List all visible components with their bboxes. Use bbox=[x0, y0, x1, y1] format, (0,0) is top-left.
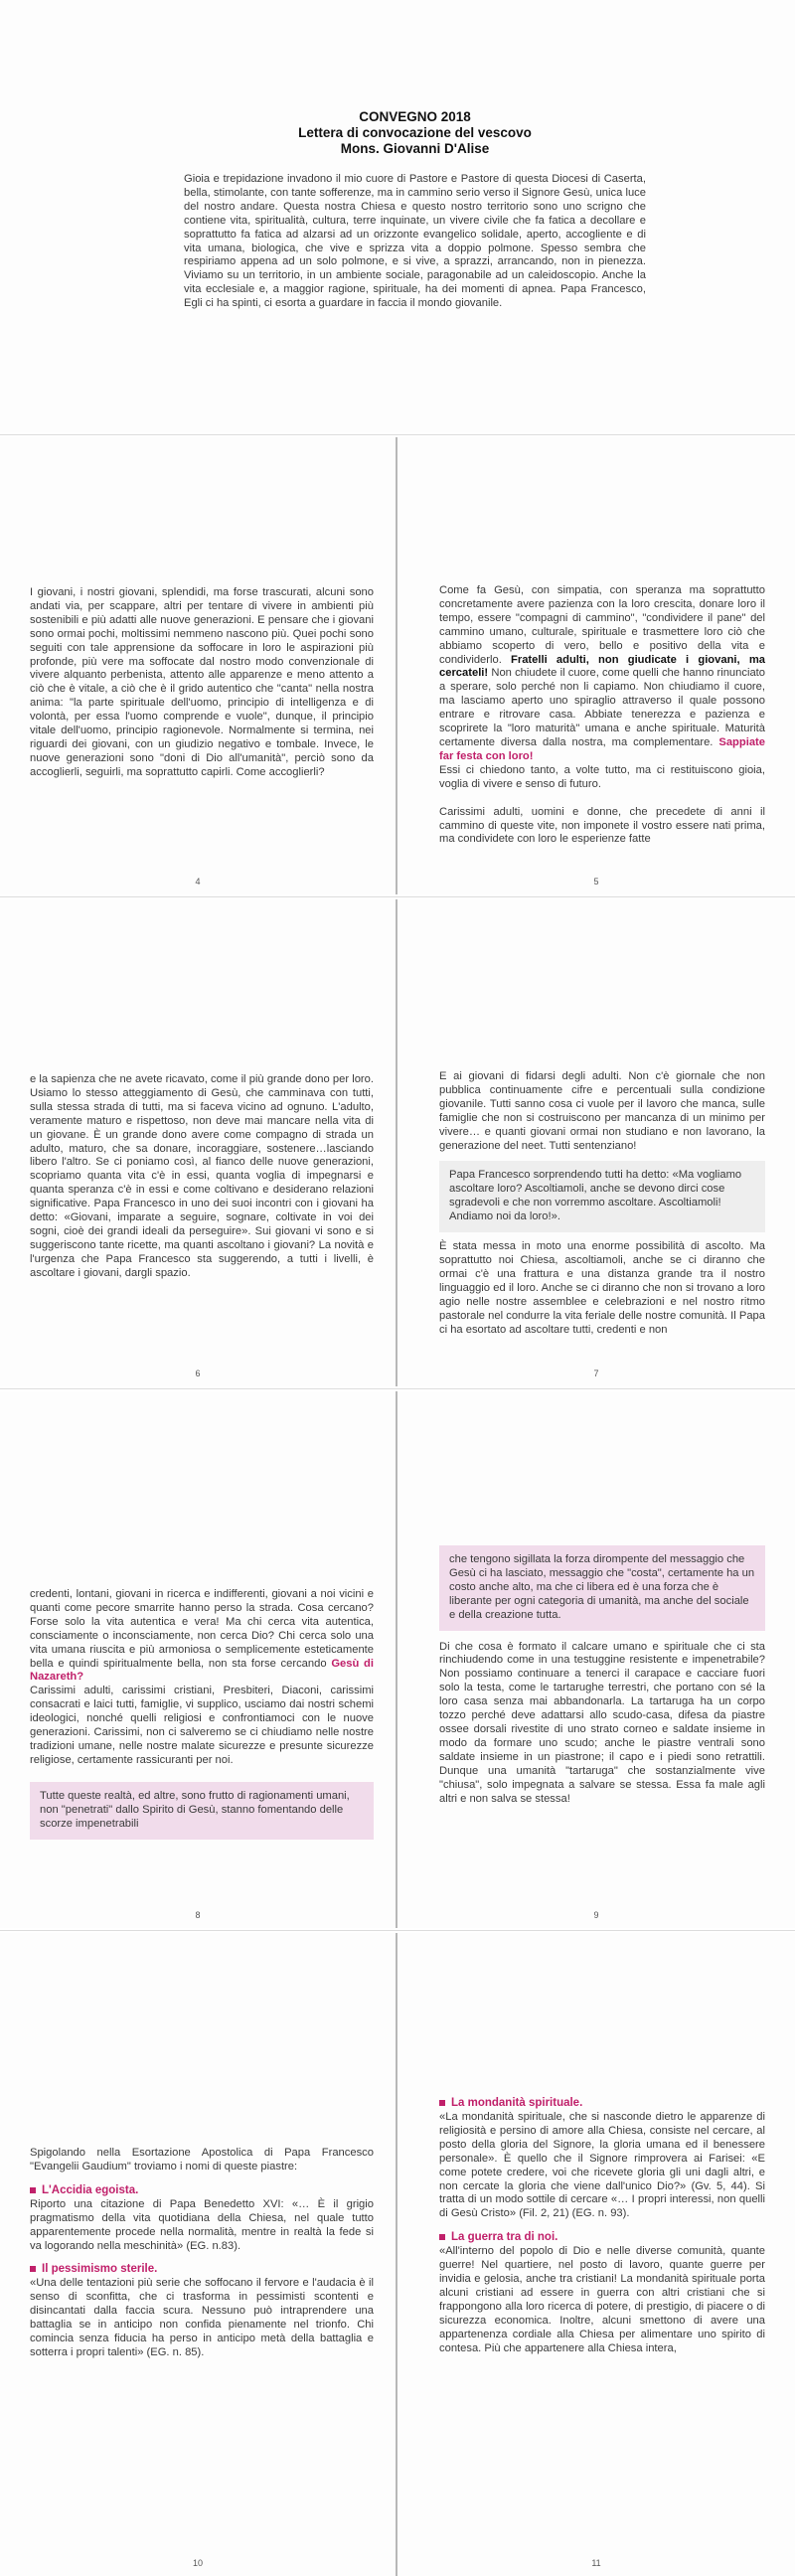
row-separator bbox=[0, 1930, 795, 1931]
row-separator bbox=[0, 434, 795, 435]
page-6 bbox=[0, 899, 396, 1386]
page-4-text: I giovani, i nostri giovani, splendidi, ma forse trascurati, alcuni sono andati via, per scappare, altri per tentare di vivere in ambienti più sostenibili e più adatti alle nuove generazioni. E pensare che i giovani sono ormai pochi, moltissimi nemmeno nascono più. Quei pochi sono seguiti con tale apprensione da soffocare in loro le aspirazioni più profonde, più vere ma soffocate dal nostro modo convenzionale di vivere alquanto perbenista, attento alle apparenze e meno attento a ciò che è vitale, a ciò che è il grido autentico che "canta" nella nostra anima: "la parte spirituale dell'uomo, principio di intelligenza e di volontà, per essa l'uomo comprende e vuole", dunque, il principio vitale dell'uomo, principio ragionevole. Normalmente si termina, nei riguardi dei giovani, con un giudizio negativo e tombale. Invece, le nuove generazioni sono "doni di Dio all'umanità", perciò sono da accoglierli, seguirli, ma soprattutto capirli. Come accoglierli? bbox=[30, 586, 374, 778]
title-line2: Lettera di convocazione del vescovo bbox=[298, 125, 532, 140]
page-7 bbox=[398, 899, 795, 1386]
page-9-box bbox=[439, 1545, 765, 1631]
row-separator bbox=[0, 896, 795, 897]
section-heading bbox=[439, 2097, 765, 2109]
page-5-highlight: Sappiate far festa con loro! bbox=[439, 735, 766, 762]
title-line3: Mons. Giovanni D'Alise bbox=[340, 141, 490, 156]
page-7-quote-box bbox=[439, 1161, 765, 1232]
intro-text: Gioia e trepidazione invadono il mio cuore di Pastore e Pastore di questa Diocesi di Caserta, bella, stimolante, con tante sofferenze, ma in cammino serio verso il Signore Gesù, unica luce del nostro andare. Questa nostra Chiesa e questo nostro territorio sono uno scrigno che contiene vita, spiritualità, cultura, terre inquinate, un vivere civile che fa fatica a decollare e soprattutto fa fatica ad alzarsi ad un orizzonte evangelico solidale, aperto, accogliente e di vita umana, biologica, che vive e sprizza vita a doppio polmone. Spesso sembra che respiriamo appena ad un solo polmone, e si vive, a sprazzi, arrancando, non in pienezza. Viviamo su un territorio, in un ambiente sociale, paragonabile ad un caleidoscopio. Anche la vita ecclesiale e, a maggior ragione, spirituale, ha dei momenti di apnea. Papa Francesco, Egli ci ha spinti, ci esorta a guardare in faccia il mondo giovanile. bbox=[184, 173, 646, 310]
page-5-text-3: Essi ci chiedono tanto, a volte tutto, ma ci restituiscono gioia, voglia di vivere e senso di futuro. bbox=[439, 763, 765, 790]
page-11-s2-text: «All'interno del popolo di Dio e nelle diverse comunità, quante guerre! Nel quartiere, nel posto di lavoro, quante guerre per invidia e gelosia, anche tra cristiani! La mondanità spirituale porta alcuni cristiani ad essere in guerra con altri cristiani che si frappongono alla loro ricerca di potere, di prestigio, di piacere o di sicurezza economica. Inoltre, alcuni smettono di avere una appartenenza cordiale alla Chiesa per alimentare uno spirito di contesa. Più che appartenere alla Chiesa intera, bbox=[439, 2245, 765, 2354]
page-8-text-1: credenti, lontani, giovani in ricerca e indifferenti, giovani a noi vicini e quanti come pecore smarrite hanno perso la strada. Cosa cercano? Forse solo la vita autentica e vera! Ma chi cerca vita autentica, consciamente o inconsciamente, non cerca Dio? Chi cerca solo una vita umana riuscita e più armoniosa o semplicemente esteticamente bella e quindi spiritualmente bella, non sta forse cercando bbox=[30, 1588, 374, 1670]
page-9-text: Di che cosa è formato il calcare umano e spirituale che ci sta rinchiudendo come in una testuggine resistente e impenetrabile? Non possiamo continuare a tenerci il carapace e cacciare fuori solo la testa, come le tartarughe terrestri, che portano con sé la loro casa senza mai abbandonarla. La tartaruga ha un corpo tozzo perché deve adattarsi allo scudo-casa, difesa da piastre ossee dorsali rivestite di uno strato corneo e saldate insieme in modo da formare uno scudo; anche le piastre ventrali sono saldate insieme in un piastrone; il capo e i piedi sono retrattili. Dunque una umanità "tartaruga" che sostanzialmente vive "chiusa", solo impegnata a salvare se stessa. Essa fa male agli altri e non salva se stessa! bbox=[439, 1640, 765, 1805]
page-9-box-text: che tengono sigillata la forza dirompente del messaggio che Gesù ci ha lasciato, messaggio che "costa", certamente ha un costo anche alto, ma che ci libera ed è una forza che è liberante per ogni categoria di umanità, ma anche del sociale e della creazione tutta. bbox=[449, 1553, 755, 1621]
page-9 bbox=[398, 1391, 795, 1928]
page-number: 8 bbox=[195, 1910, 201, 1920]
page-10-s2-text: «Una delle tentazioni più serie che soffocano il fervore e l'audacia è il senso di sconfitta, che ci trasforma in pessimisti scontenti e disincantati dalla faccia scura. Nessuno può intraprendere una battaglia se in anticipo non confida pienamente nel trionfo. Chi comincia senza fiducia ha perso in anticipo metà della battaglia e sotterra i propri talenti» (EG. n. 85). bbox=[30, 2277, 374, 2358]
square-bullet-icon bbox=[439, 2100, 445, 2106]
page-5-text bbox=[439, 584, 765, 764]
page-11 bbox=[398, 1933, 795, 2576]
page-7-quote: Papa Francesco sorprendendo tutti ha detto: «Ma vogliamo ascoltare loro? Ascoltiamoli, anche se devono dirci cose sgradevoli e che non vorremmo ascoltare. Ascoltiamoli! Andiamo noi da loro!». bbox=[449, 1169, 742, 1223]
page-5-bold: Fratelli adulti, non giudicate i giovani, ma cercateli! bbox=[439, 653, 765, 680]
page-7-text-2: È stata messa in moto una enorme possibilità di ascolto. Ma soprattutto noi Chiesa, ascoltiamoli, anche se ci diranno che ormai c'è una frattura e una distanza grande tra il nostro linguaggio ed il loro. Anche se ci diranno che non si trovano a loro agio nelle nostre assemblee e celebrazioni e nel nostro ritmo pastorale nel condurre la vita feriale delle nostre comunità. Il Papa ci ha esortato ad ascoltare tutti, credenti e non bbox=[439, 1240, 765, 1336]
page-6-text: e la sapienza che ne avete ricavato, come il più grande dono per loro. Usiamo lo stesso atteggiamento di Gesù, che camminava con tutti, sulla stessa strada di tutti, ma si faceva vicino ad ognuno. L'adulto, veramente maturo e rispettoso, non deve mai mancare nella vita di un giovane. È un grande dono avere come compagno di strada un adulto, maturo, che sa donare, incoraggiare, sostenere…lasciando libero l'altro. Se ci poniamo così, al fianco delle nuove generazioni, scopriamo quanta vita c'è in essi, quanta voglia di impegnarsi e quanta speranza c'è in essi e come coltivano e desiderano relazioni significative. Papa Francesco in uno dei suoi incontri con i giovani ha detto: «Giovani, imparate a seguire, sognare, coltivate in voi dei sogni, cioè dei grandi ideali da perseguire». Sui giovani vi sono e si suggeriscono tante ricette, ma quanti ascoltano i giovani? La novità e l'urgenza che Papa Francesco sta suggerendo, a tutti i livelli, è ascoltare i giovani, dargli spazio. bbox=[30, 1073, 374, 1279]
section-heading bbox=[439, 2231, 765, 2243]
page-10-s1-text: Riporto una citazione di Papa Benedetto XVI: «… È il grigio pragmatismo della vita quotidiana della Chiesa, nel quale tutto apparentemente procede nella normalità, mentre in realtà la fede si va logorando nella meschinità» (EG. n.83). bbox=[30, 2197, 374, 2252]
page-number: 5 bbox=[593, 877, 599, 886]
page-5-text-1: Come fa Gesù, con simpatia, con speranza ma soprattutto concretamente avere pazienza con la loro crescita, donare loro il tempo, essere "compagni di cammino", "condividere il pane" del cammino umano, culturale, spirituale e trasmettere loro ciò che abbiamo scoperto di vero, bello e positivo della vita e condividerlo. bbox=[439, 584, 765, 666]
page-5 bbox=[398, 437, 795, 894]
page-4 bbox=[0, 437, 396, 894]
section-title: L'Accidia egoista. bbox=[42, 2183, 139, 2196]
page-8 bbox=[0, 1391, 396, 1928]
page-8-text-2: Carissimi adulti, carissimi cristiani, Presbiteri, Diaconi, carissimi consacrati e laici tutti, famiglie, vi supplico, usciamo dai nostri schemi ideologici, nonché quelli religiosi e confrontiamoci con le nuove generazioni. Carissimi, non ci salveremo se ci chiudiamo nelle nostre tradizioni umane, nelle nostre malate sicurezze e presunte sicurezze religiose, certamente rassicuranti per noi. bbox=[30, 1685, 374, 1766]
page-5-text-4: Carissimi adulti, uomini e donne, che precedete di anni il cammino di queste vite, non imponete il vostro essere nati prima, ma condividete con loro le esperienze fatte bbox=[439, 805, 765, 846]
square-bullet-icon bbox=[30, 2266, 36, 2272]
page-8-box bbox=[30, 1782, 374, 1840]
page-11-s1-text: «La mondanità spirituale, che si nasconde dietro le apparenze di religiosità e persino di amore alla Chiesa, consiste nel cercare, al posto della gloria del Signore, la gloria umana ed il benessere personale». È quello che il Signore rimprovera ai Farisei: «E come potete credere, voi che ricevete gloria gli uni dagli altri, e non cercate la gloria che viene dall'unico Dio?» (Gv. 5, 44). Si tratta di un modo sottile di cercare «… I propri interessi, non quelli di Gesù Cristo» (Fil. 2, 21) (EG. n. 93). bbox=[439, 2111, 765, 2220]
page-7-text-1: E ai giovani di fidarsi degli adulti. Non c'è giornale che non pubblica continuamente cifre e percentuali sulla condizione giovanile. Tutti sanno cosa ci vuole per il lavoro che manca, sulle famiglie che non si costruiscono per mancanza di un minimo per vivere… e quanti giovani ormai non studiano e non lavorano, la generazione del neet. Tutti sentenziano! bbox=[439, 1070, 765, 1152]
row-separator bbox=[0, 1388, 795, 1389]
section-title: Il pessimismo sterile. bbox=[42, 2263, 158, 2276]
page-10 bbox=[0, 1933, 396, 2576]
page-number: 10 bbox=[192, 2558, 203, 2568]
page-5-text-2: Non chiudete il cuore, come quelli che hanno rinunciato a sperare, solo perché non li capiamo. Non chiudiamo il cuore, ma lasciamo aperto uno spiraglio attraverso il quale possono entrare e ritrovare casa. Abbiate tenerezza e pazienza e scoprirete la "loro maturità" umana e anche spirituale. Maturità certamente diversa dalla nostra, ma complementare. bbox=[439, 667, 766, 748]
page-8-text bbox=[30, 1588, 374, 1685]
section-heading bbox=[30, 2263, 374, 2275]
square-bullet-icon bbox=[439, 2234, 445, 2240]
page-number: 11 bbox=[591, 2558, 601, 2568]
section-title: La mondanità spirituale. bbox=[451, 2097, 583, 2109]
page-8-highlight: Gesù di Nazareth? bbox=[30, 1657, 374, 1684]
page-number: 6 bbox=[195, 1368, 201, 1378]
page-number: 7 bbox=[593, 1368, 599, 1378]
section-title: La guerra tra di noi. bbox=[451, 2231, 558, 2244]
page-number: 9 bbox=[593, 1910, 599, 1920]
title-line1: CONVEGNO 2018 bbox=[359, 109, 471, 124]
section-heading bbox=[30, 2184, 374, 2196]
page-10-intro: Spigolando nella Esortazione Apostolica di Papa Francesco "Evangelii Gaudium" troviamo i nomi di queste piastre: bbox=[30, 2147, 374, 2173]
page-number: 4 bbox=[195, 877, 201, 886]
title-page bbox=[0, 0, 795, 432]
square-bullet-icon bbox=[30, 2187, 36, 2193]
page-8-box-text: Tutte queste realtà, ed altre, sono frutto di ragionamenti umani, non "penetrati" dallo Spirito di Gesù, stanno fomentando delle scorze impenetrabili bbox=[40, 1789, 350, 1830]
